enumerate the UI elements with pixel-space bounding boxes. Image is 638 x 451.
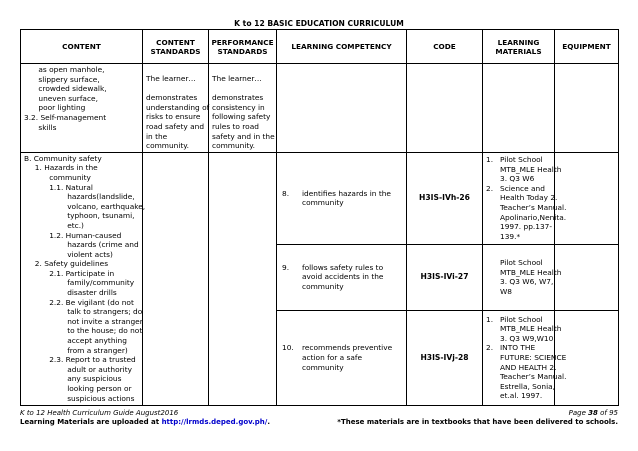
- materials-cell: [483, 152, 567, 244]
- content-line: crowded sidewalk,: [38, 84, 107, 94]
- performance-standard-line: The learner…: [212, 74, 262, 83]
- content-line: typhoon, tsunami,: [67, 211, 135, 221]
- content-line: 2.1. Participate in: [49, 268, 115, 278]
- content-line: looking person or: [67, 384, 132, 393]
- materials-list: [483, 257, 562, 297]
- header-learning-competency: LEARNING COMPETENCY: [277, 30, 407, 64]
- page-prefix: Page: [568, 409, 589, 417]
- material-line: INTO THE: [500, 343, 536, 353]
- content-line: as open manhole,: [38, 65, 105, 74]
- continuation-content-cell: [21, 64, 143, 153]
- content-line: poor lighting: [38, 103, 86, 113]
- material-text: [500, 315, 561, 344]
- competency-10: [277, 343, 406, 372]
- header-learning-materials: LEARNING MATERIALS: [483, 30, 555, 64]
- content-standard-line: community.: [146, 141, 189, 151]
- material-line: W8: [500, 286, 513, 296]
- content-standard-line: road safety and: [146, 121, 205, 131]
- material-line: Apolinario,Nenita.: [500, 212, 567, 222]
- content-line: 1.2. Human-caused: [49, 230, 122, 240]
- lrmds-link[interactable]: http://lrmds.deped.gov.ph/: [161, 418, 268, 426]
- material-line: AND HEALTH 2.: [500, 362, 557, 372]
- continuation-row: [21, 64, 619, 153]
- material-line: Pilot School: [500, 258, 543, 268]
- content-line: 2.3. Report to a trusted: [49, 355, 136, 365]
- uploaded-note: [20, 418, 270, 427]
- materials-list: [483, 154, 567, 242]
- materials-cell: [483, 310, 567, 405]
- content-standards-text: [143, 64, 208, 152]
- content-line: skills: [38, 122, 57, 132]
- textbook-note: *These materials are in textbooks that have been delivered to schools.: [337, 418, 618, 426]
- material-line: 139.*: [500, 231, 521, 241]
- content-line: to the house; do not: [67, 326, 143, 336]
- section-content-cell: [21, 152, 146, 405]
- empty-performance-standards-cell: [209, 152, 277, 405]
- material-line: Estrella, Sonia,: [500, 381, 556, 391]
- content-line: uneven surface,: [38, 93, 98, 103]
- performance-standard-line: demonstrates: [212, 93, 264, 103]
- content-standard-line: [146, 84, 205, 94]
- content-line: not invite a stranger: [67, 316, 143, 326]
- content-standard-line: understanding of: [146, 102, 210, 112]
- material-text: [500, 184, 566, 242]
- continuation-materials-cell: [483, 64, 555, 153]
- continuation-code-cell: [407, 64, 483, 153]
- content-standard-line: demonstrates: [146, 93, 198, 103]
- equipment-cell: [555, 244, 619, 310]
- material-line: et.al. 1997.: [500, 391, 543, 401]
- content-standards-cell: [143, 64, 209, 153]
- competency-row: [21, 152, 619, 244]
- header-row: [21, 30, 619, 64]
- material-number: 1.: [486, 314, 494, 324]
- material-line: Pilot School: [500, 155, 543, 165]
- header-performance-standards: PERFORMANCE STANDARDS: [209, 30, 277, 64]
- competency-text: identifies hazards in the community: [302, 188, 391, 208]
- content-line: any suspicious: [67, 374, 122, 384]
- material-line: 3. Q3 W9,W10: [500, 333, 554, 343]
- material-line: 3. Q3 W6, W7,: [500, 277, 554, 287]
- content-line: 2.2. Be vigilant (do not: [49, 297, 134, 307]
- uploaded-prefix: Learning Materials are uploaded at: [20, 418, 162, 426]
- material-line: Teacher’s Manual.: [500, 203, 567, 213]
- document-title: K to 12 BASIC EDUCATION CURRICULUM: [234, 19, 404, 28]
- content-standard-line: in the: [146, 131, 168, 141]
- content-line: hazards(landslide,: [67, 192, 135, 202]
- content-line: talk to strangers; do: [67, 307, 143, 317]
- header-content: CONTENT: [21, 30, 143, 64]
- continuation-competency-cell: [277, 64, 407, 153]
- performance-standard-line: following safety: [212, 112, 271, 122]
- material-line: FUTURE: SCIENCE: [500, 352, 567, 362]
- material-item: [486, 183, 567, 242]
- content-line: adult or authority: [67, 364, 132, 374]
- header-content-standards: CONTENT STANDARDS: [143, 30, 209, 64]
- header-equipment: EQUIPMENT: [555, 30, 619, 64]
- competency-text: follows safety rules to avoid accidents in the community: [302, 262, 384, 292]
- competency-number: 9.: [282, 262, 290, 272]
- page-suffix: of 95: [597, 409, 618, 417]
- section-content: [21, 153, 146, 404]
- content-line: from a stranger): [67, 345, 128, 355]
- performance-standard-line: community.: [212, 141, 255, 151]
- material-line: Pilot School: [500, 314, 543, 324]
- material-number: 1.: [486, 155, 494, 165]
- content-line: hazards (crime and: [67, 240, 139, 250]
- curriculum-guide-label: K to 12 Health Curriculum Guide August2016: [20, 409, 179, 417]
- continuation-content: [21, 64, 142, 133]
- materials-cell: [483, 244, 562, 310]
- material-line: MTB_MLE Health: [500, 164, 562, 174]
- material-line: MTB_MLE Health: [500, 324, 562, 334]
- material-line: MTB_MLE Health: [500, 267, 562, 277]
- performance-standard-line: safety and in the: [212, 131, 275, 141]
- material-number: [486, 258, 500, 296]
- code-cell: H3IS-IVh-26: [407, 152, 483, 244]
- material-number: 2.: [486, 343, 494, 353]
- content-line: 2. Safety guidelines: [34, 259, 109, 269]
- content-standard-line: The learner…: [146, 74, 196, 83]
- performance-standard-line: [212, 84, 273, 94]
- content-line: etc.): [67, 220, 84, 230]
- competency-cell: [277, 244, 407, 310]
- material-line: 3. Q3 W6: [500, 174, 535, 184]
- header-code: CODE: [407, 30, 483, 64]
- competency-text: recommends preventive action for a safe community: [302, 343, 393, 372]
- content-line: suspicious actions: [67, 393, 135, 403]
- material-item: [486, 343, 567, 401]
- content-line: 1.1. Natural: [49, 182, 93, 192]
- competency-cell: [277, 152, 407, 244]
- material-text: [500, 155, 561, 184]
- material-line: 1997. pp.137-: [500, 222, 553, 232]
- competency-number: 10.: [282, 343, 294, 353]
- content-line: accept anything: [67, 336, 127, 346]
- code-cell: H3IS-IVi-27: [407, 244, 483, 310]
- competency-number: 8.: [282, 188, 290, 198]
- content-standard-line: risks to ensure: [146, 112, 201, 122]
- performance-standards-cell: [209, 64, 277, 153]
- content-line: community: [49, 172, 91, 182]
- content-line: 3.2. Self-management: [24, 112, 107, 122]
- page-number: 38: [588, 409, 598, 417]
- competency-cell: [277, 310, 407, 405]
- content-line: disaster drills: [67, 288, 117, 298]
- material-number: 2.: [486, 183, 494, 193]
- performance-standards-text: [209, 64, 276, 152]
- material-item: [486, 155, 562, 184]
- code-cell: H3IS-IVj-28: [407, 310, 483, 405]
- material-item: [486, 258, 562, 296]
- material-item: [486, 314, 562, 344]
- page-indicator: [569, 409, 618, 418]
- curriculum-table: [20, 29, 619, 406]
- material-text: [500, 258, 561, 296]
- uploaded-suffix: .: [267, 418, 271, 426]
- performance-standard-line: rules to road: [212, 121, 259, 131]
- performance-standard-line: consistency in: [212, 102, 265, 112]
- continuation-equipment-cell: [555, 64, 619, 153]
- content-line: 1. Hazards in the: [34, 163, 98, 173]
- empty-content-standards-cell: [143, 152, 209, 405]
- competency-8: [277, 189, 406, 208]
- material-line: Health Today 2.: [500, 193, 558, 203]
- material-line: Science and: [500, 183, 545, 193]
- material-text: [500, 343, 566, 401]
- content-line: violent acts): [67, 249, 113, 259]
- materials-list: [483, 314, 567, 402]
- content-line: slippery surface,: [38, 74, 100, 84]
- content-line: B. Community safety: [24, 153, 102, 163]
- competency-9: [277, 263, 406, 292]
- content-line: family/community: [67, 278, 135, 288]
- content-line: volcano, earthquake,: [67, 201, 146, 211]
- material-line: Teacher’s Manual.: [500, 372, 567, 382]
